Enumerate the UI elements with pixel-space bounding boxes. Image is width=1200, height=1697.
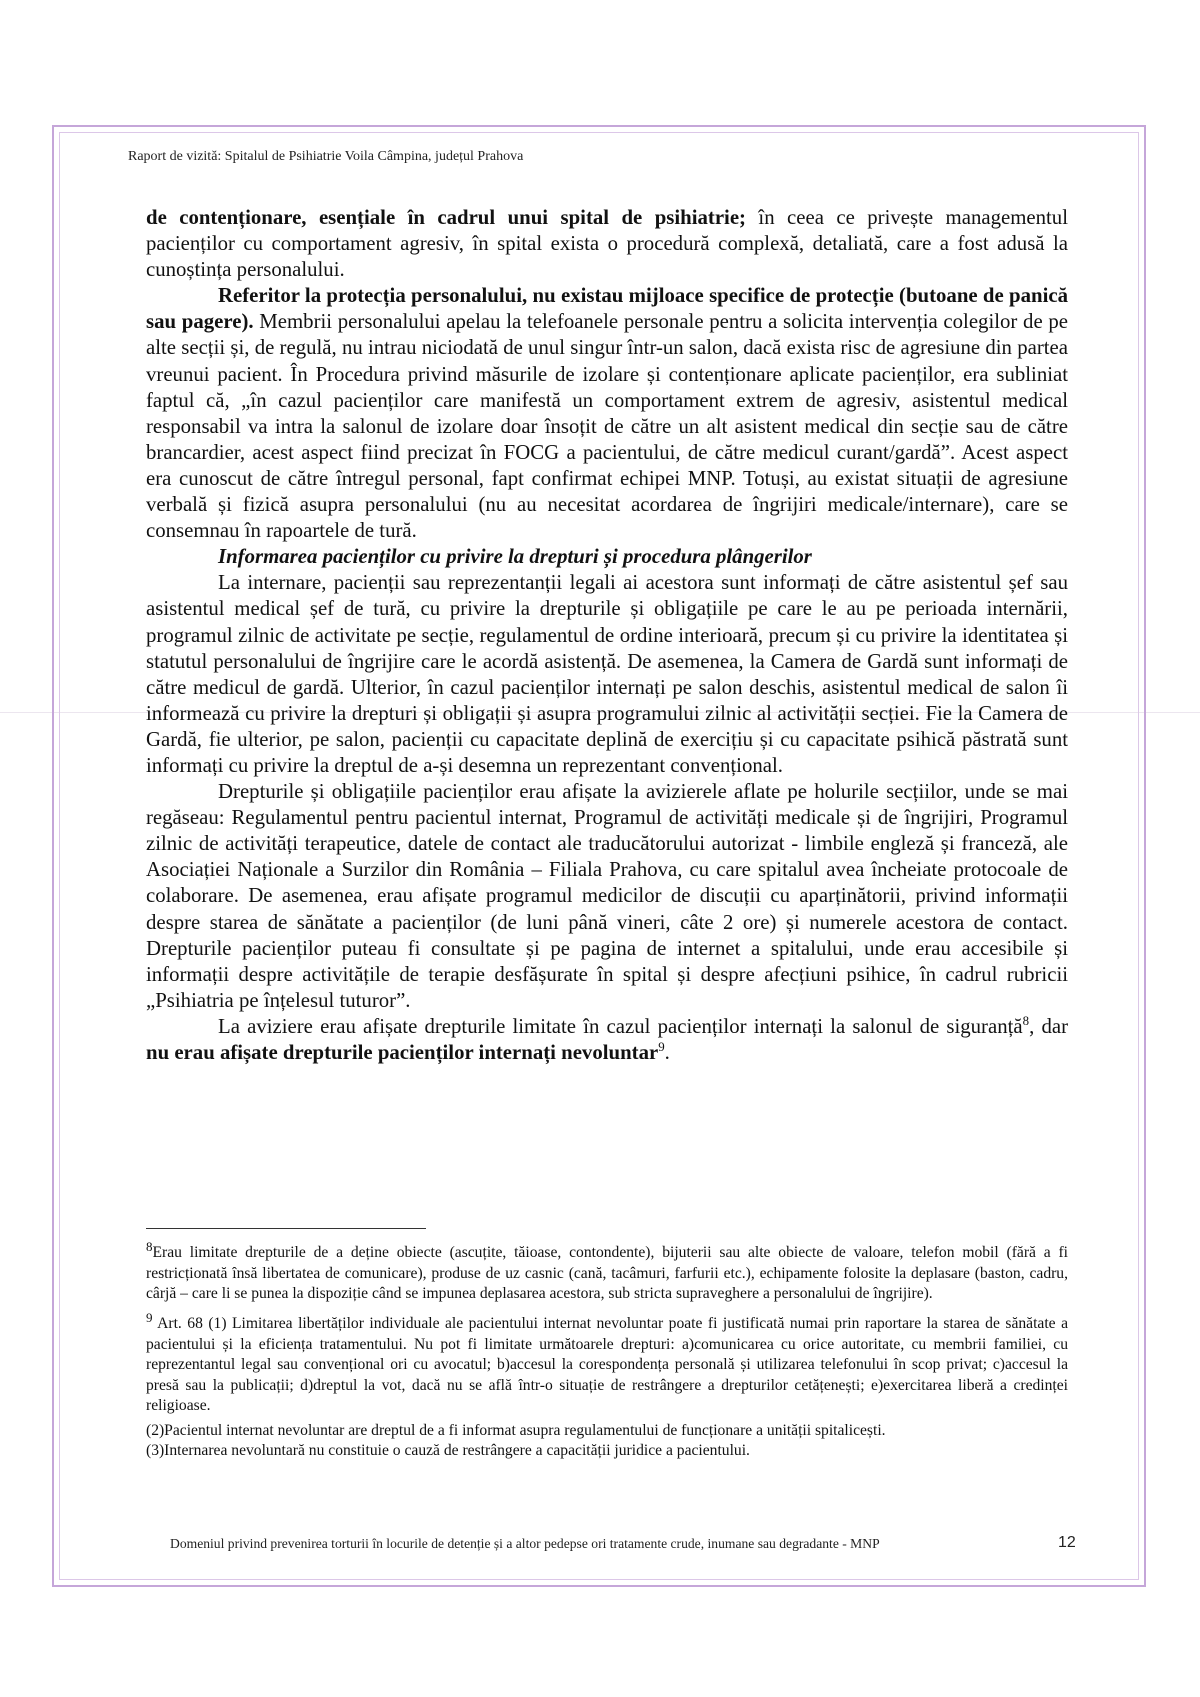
paragraph-5-text-b: , dar bbox=[1029, 1014, 1069, 1038]
footnote-9-mark: 9 bbox=[146, 1310, 153, 1326]
paragraph-1-text: în ceea ce privește managementul pacienților cu comportament agresiv, în spital exista o procedură complexă, detaliată, care a fost adusă la cunoștința personalului. bbox=[146, 206, 1068, 282]
footnote-ref-8[interactable]: 8 bbox=[1022, 1013, 1030, 1028]
footnote-8-mark: 8 bbox=[146, 1239, 153, 1254]
footnote-ref-9[interactable]: 9 bbox=[658, 1040, 665, 1055]
main-text bbox=[146, 205, 1068, 1066]
paragraph-2-text: Membrii personalului apelau la telefoanele personale pentru a solicita intervenția colegilor de pe alte secții și, de regulă, nu intrau niciodată de unul singur într-un salon, dacă exista risc de agresiune din partea vreunui pacient. În Procedura privind măsurile de izolare și contenționare aplicate pacienților, era subliniat faptul că, „în cazul pacienților care manifestă un comportament extrem de agresiv, asistentul medical responsabil va intra la salonul de izolare doar însoțit de către un alt asistent medical din secție sau de către brancardier, acest aspect fiind precizat în FOCG a pacientului, de către medicul curant/gardă”. Acest aspect era cunoscut de către întregul personal, fapt confirmat echipei MNP. Totuși, au existat situații de agresiune verbală și fizică asupra personalului (nu au necesitat acordarea de îngrijiri medicale/internare), care se consemnau în rapoartele de tură. bbox=[146, 310, 1069, 543]
paragraph-5-end: . bbox=[664, 1041, 670, 1064]
footnote-separator bbox=[146, 1228, 426, 1229]
footnote-9 bbox=[146, 1308, 1068, 1416]
page-number: 12 bbox=[1058, 1534, 1076, 1551]
paragraph-3: La internare, pacienții sau reprezentanții legali ai acestora sunt informați de către asistentul șef sau asistentul medical șef de tură, cu privire la drepturile și obligațiile pe care le au pe perioada internării, programul zilnic de activitate pe secție, regulamentul de ordine interioară, precum și cu privire la identitatea și statutul personalului de îngrijire care le acordă asistență. De asemenea, la Camera de Gardă sunt informați de către medicul de gardă. Ulterior, în cazul pacienților internați pe salon deschis, asistentul medical de salon îi informează cu privire la drepturi și obligații și asupra programului zilnic al activității secției. Fie la Camera de Gardă, fie ulterior, pe salon, pacienții cu capacitate deplină de exercițiu și cu capacitate psihică păstrată sunt informați cu privire la dreptul de a-și desemna un reprezentant convențional. bbox=[146, 571, 1068, 777]
footnote-8-text: Erau limitate drepturile de a deține obiecte (ascuțite, tăioase, contondente), bijuterii sau alte obiecte de valoare, telefon mobil (fără a fi restricționată însă libertatea de comunicare), produse de uz casnic (cană, tacâmuri, farfurii etc.), echipamente folosite la deplasare (baston, cadru, cârjă – care li se punea la dispoziție când se impunea deplasarea acestora, sub stricta supraveghere a personalului de îngrijire). bbox=[146, 1244, 1068, 1302]
paragraph-4: Drepturile și obligațiile pacienților erau afișate la avizierele aflate pe holurile secțiilor, unde se mai regăseau: Regulamentul pentru pacientul internat, Programul de activități medicale și de îngrijiri, Programul zilnic de activități terapeutice, datele de contact ale traducătorului autorizat - limbile engleză și franceză, ale Asociației Naționale a Surzilor din România – Filiala Prahova, cu care spitalul avea încheiate protocoale de colaborare. De asemenea, erau afișate programul medicilor de discuții cu aparținătorii, privind informații despre starea de sănătate a pacienților (de luni până vineri, câte 2 ore) și numerele acestora de contact. Drepturile pacienților puteau fi consultate și pe pagina de internet a spitalului, unde erau accesibile și informații despre activitățile de terapie desfășurate în spital și despre afecțiuni psihice, în cadrul rubricii „Psihiatria pe înțelesul tuturor”. bbox=[146, 780, 1068, 1012]
page-footer: Domeniul privind prevenirea torturii în locurile de detenție și a altor pedepse ori tratamente crude, inumane sau degradante - MNP bbox=[170, 1536, 880, 1551]
footnote-9-text: Art. 68 (1) Limitarea libertăților individuale ale pacientului internat nevoluntar poate fi justificată numai prin raportare la starea de sănătate a pacientului și la eficiența tratamentului. Nu pot fi limitate următoarele drepturi: a)comunicarea cu orice autoritate, cu membrii familiei, cu reprezentantul legal sau convențional ori cu avocatul; b)accesul la corespondența personală și utilizarea telefonului în scop privat; c)accesul la presă sau la publicații; d)dreptul la vot, dacă nu se află într-o situație de restrângere a drepturilor cetățenești; e)exercitarea liberă a credinței religioase. bbox=[146, 1315, 1068, 1415]
running-header: Raport de vizită: Spitalul de Psihiatrie Voila Câmpina, județul Prahova bbox=[128, 149, 524, 164]
paragraph-5 bbox=[146, 1014, 1068, 1066]
paragraph-2 bbox=[146, 283, 1068, 544]
footnote-9-para-2: (2)Pacientul internat nevoluntar are dreptul de a fi informat asupra regulamentului de funcționare a unității spitalicești. bbox=[146, 1421, 886, 1439]
paragraph-1 bbox=[146, 205, 1068, 283]
paragraph-2-bold: Referitor la protecția personalului, nu existau mijloace specifice de protecție (butoane de panică sau pagere). bbox=[146, 284, 1068, 334]
paragraph-5-text-a: La aviziere erau afișate drepturile limitate în cazul pacienților internați la salonul de siguranță bbox=[218, 1014, 1023, 1038]
footnote-9-para-3: (3)Internarea nevoluntară nu constituie o cauză de restrângere a capacității juridice a pacientului. bbox=[146, 1442, 750, 1460]
paragraph-5-bold: nu erau afișate drepturile pacienților internați nevoluntar bbox=[146, 1041, 659, 1064]
section-title: Informarea pacienților cu privire la drepturi și procedura plângerilor bbox=[218, 545, 812, 569]
footnote-8 bbox=[146, 1237, 1068, 1304]
paragraph-1-bold: de contenționare, esențiale în cadrul unui spital de psihiatrie; bbox=[146, 206, 746, 229]
footnotes bbox=[146, 1237, 1068, 1465]
